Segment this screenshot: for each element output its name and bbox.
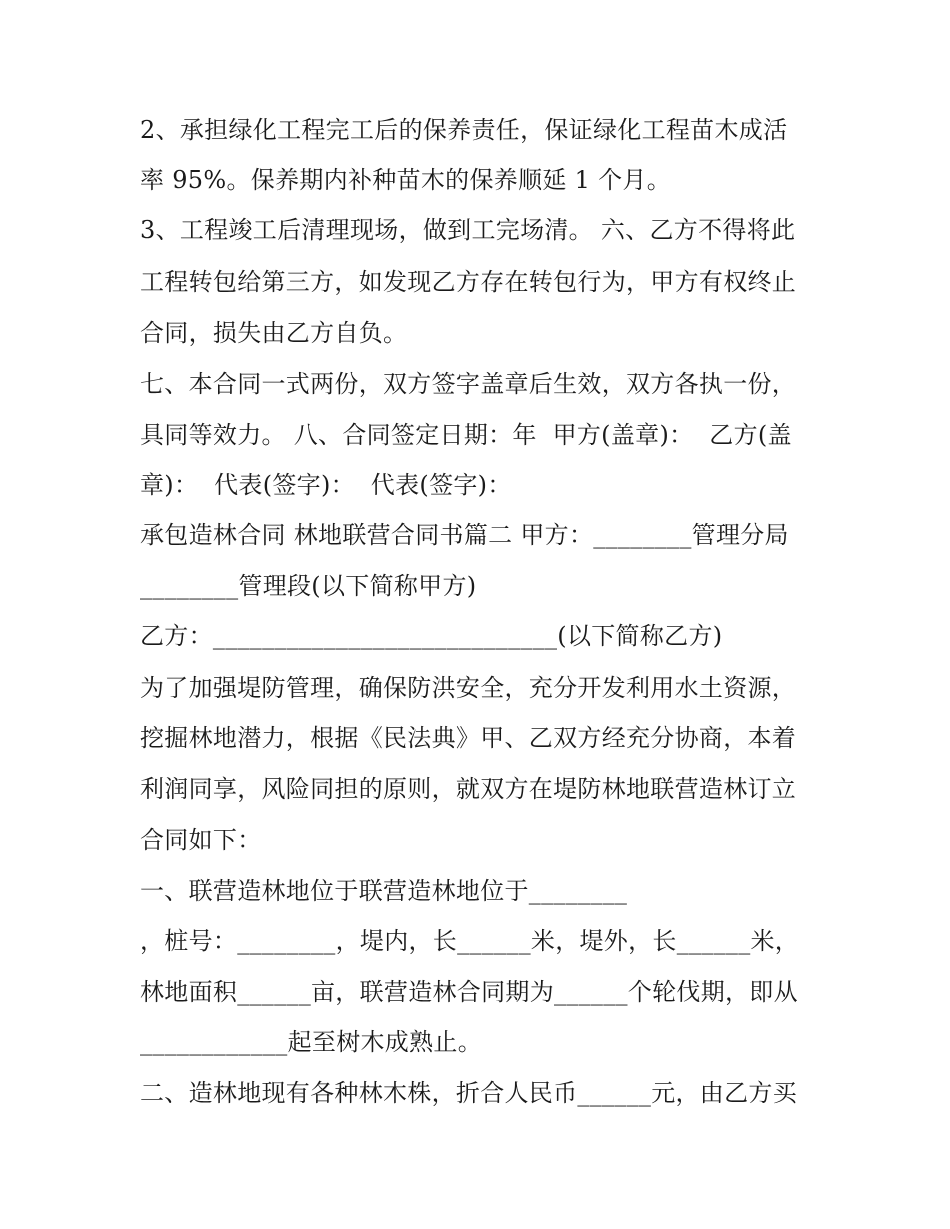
paragraph-line: 七、本合同一式两份，双方签字盖章后生效，双方各执一份，: [140, 370, 797, 398]
paragraph-line: 合同如下：: [140, 826, 262, 854]
paragraph-line: 为了加强堤防管理，确保防洪安全，充分开发利用水土资源，: [140, 674, 797, 702]
paragraph-line: 林地面积______亩，联营造林合同期为______个轮伐期，即从: [140, 978, 798, 1006]
paragraph-line: ________管理段(以下简称甲方): [140, 572, 477, 600]
paragraph-line: ，桩号：________，堤内，长______米，堤外，长______米，: [140, 927, 800, 955]
paragraph-line: 章)： 代表(签字)： 代表(签字)：: [140, 471, 512, 499]
paragraph-line: 二、造林地现有各种林木株，折合人民币______元，由乙方买: [140, 1079, 797, 1107]
paragraph-line: 2、承担绿化工程完工后的保养责任，保证绿化工程苗木成活: [140, 116, 788, 144]
paragraph-line: 承包造林合同 林地联营合同书篇二 甲方：________管理分局: [140, 521, 789, 549]
paragraph-line: 具同等效力。 八、合同签定日期：年 甲方(盖章)： 乙方(盖: [140, 421, 792, 449]
paragraph-line: 合同，损失由乙方自负。: [140, 319, 408, 347]
paragraph-line: 率 95%。保养期内补种苗木的保养顺延 1 个月。: [140, 166, 671, 194]
paragraph-line: 挖掘林地潜力，根据《民法典》甲、乙双方经充分协商，本着: [140, 724, 797, 752]
paragraph-line: 工程转包给第三方，如发现乙方存在转包行为，甲方有权终止: [140, 268, 797, 296]
paragraph-line: 一、联营造林地位于联营造林地位于________: [140, 877, 628, 905]
paragraph-line: 乙方：____________________________(以下简称乙方): [140, 622, 723, 650]
paragraph-line: 3、工程竣工后清理现场，做到工完场清。 六、乙方不得将此: [140, 216, 796, 244]
paragraph-line: ____________起至树木成熟止。: [140, 1028, 482, 1056]
paragraph-line: 利润同享，风险同担的原则，就双方在堤防林地联营造林订立: [140, 775, 797, 803]
